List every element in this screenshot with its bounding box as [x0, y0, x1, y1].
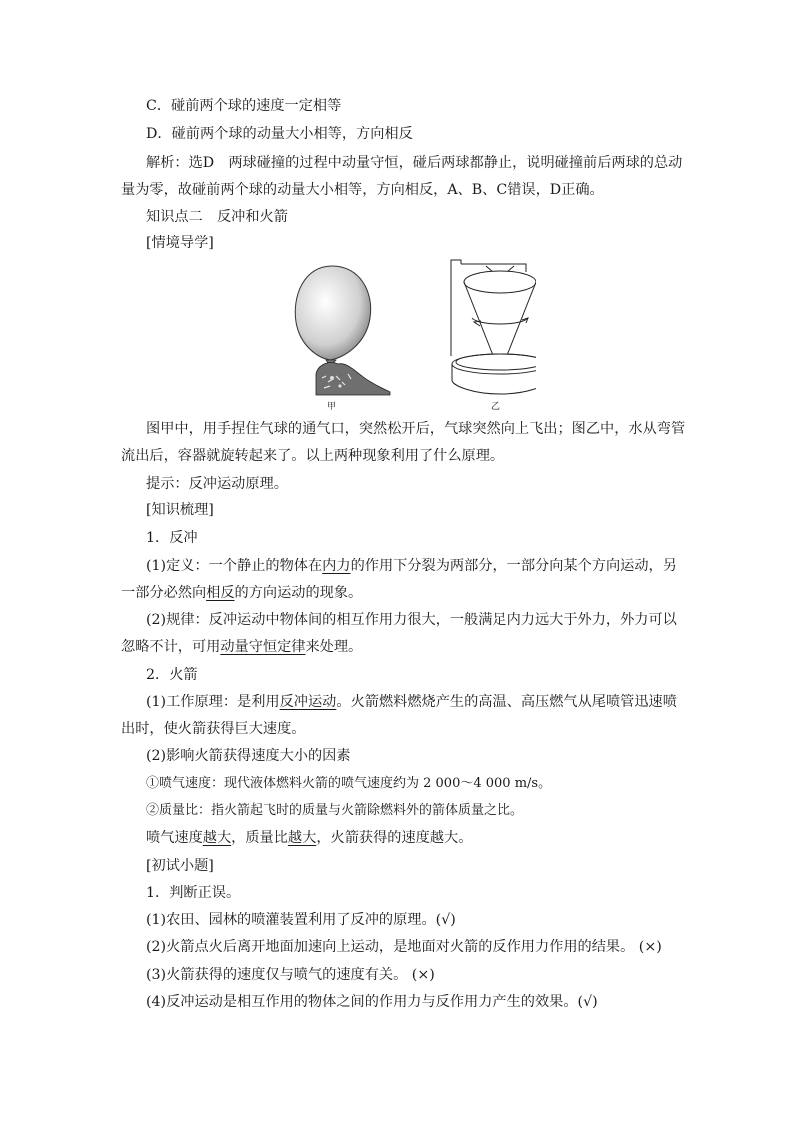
definition-line-2: 一部分必然向相反的方向运动的现象。 — [121, 585, 363, 601]
speed-line: ①喷气速度：现代液体燃料火箭的喷气速度约为 2 000～4 000 m/s。 — [146, 776, 552, 791]
figure-label-b: 乙 — [491, 402, 501, 412]
judge-item-2: (2)火箭点火后离开地面加速向上运动，是地面对火箭的反作用力作用的结果。 (×) — [146, 939, 662, 955]
underlined-term: 越大 — [202, 830, 232, 846]
scene-line-1: 图甲中，用手捏住气球的通气口，突然松开后，气球突然向上飞出；图乙中，水从弯管 — [146, 421, 686, 437]
judge-heading: 1．判断正误。 — [146, 885, 241, 901]
underlined-term: 动量守恒定律 — [220, 639, 306, 655]
working-line-2: 出时，使火箭获得巨大速度。 — [121, 721, 306, 737]
mass-ratio-line: ②质量比：指火箭起飞时的质量与火箭除燃料外的箭体质量之比。 — [146, 803, 524, 818]
working-line-1: (1)工作原理：是利用反冲运动。火箭燃料燃烧产生的高温、高压燃气从尾喷管迅速喷 — [146, 694, 677, 710]
figure-label-a: 甲 — [327, 402, 337, 412]
trial-heading: [初试小题] — [146, 858, 214, 874]
judge-item-4: (4)反冲运动是相互作用的物体之间的作用力与反作用力产生的效果。(√) — [146, 994, 598, 1010]
judge-item-3: (3)火箭获得的速度仅与喷气的速度有关。 (×) — [146, 967, 435, 983]
subheading-rocket: 2．火箭 — [146, 667, 198, 683]
section-heading: 知识点二 反冲和火箭 — [146, 209, 288, 225]
factor-heading: (2)影响火箭获得速度大小的因素 — [146, 748, 351, 764]
balloon-illustration — [295, 266, 390, 395]
figure-balloon-and-vessel — [286, 256, 536, 416]
figure-illustration — [286, 256, 536, 416]
underlined-term: 内力 — [322, 558, 351, 574]
rule-line-1: (2)规律：反冲运动中物体间的相互作用力很大，一般满足内力远大于外力，外力可以 — [146, 612, 677, 628]
rotating-vessel-illustration — [451, 260, 536, 394]
guide-heading: [情境导学] — [146, 235, 214, 251]
knowledge-heading: [知识梳理] — [146, 502, 214, 518]
analysis-line-1: 解析：选D 两球碰撞的过程中动量守恒，碰后两球都静止，说明碰撞前后两球的总动 — [146, 155, 683, 171]
judge-item-1: (1)农田、园林的喷灌装置利用了反冲的原理。(√) — [146, 912, 456, 928]
underlined-term: 越大 — [287, 830, 317, 846]
conclusion-line: 喷气速度越大，质量比越大，火箭获得的速度越大。 — [146, 830, 473, 846]
hint-line: 提示：反冲运动原理。 — [146, 476, 288, 492]
definition-line-1: (1)定义：一个静止的物体在内力的作用下分裂为两部分，一部分向某个方向运动，另 — [146, 558, 677, 574]
scene-line-2: 流出后，容器就旋转起来了。以上两种现象利用了什么原理。 — [121, 448, 505, 464]
subheading-recoil: 1．反冲 — [146, 530, 198, 546]
analysis-line-2: 量为零，故碰前两个球的动量大小相等，方向相反，A、B、C错误，D正确。 — [121, 182, 604, 198]
underlined-term: 相反 — [206, 585, 235, 601]
rule-line-2: 忽略不计，可用动量守恒定律来处理。 — [121, 639, 363, 655]
option-d: D．碰前两个球的动量大小相等，方向相反 — [146, 126, 413, 142]
option-c: C．碰前两个球的速度一定相等 — [146, 98, 342, 114]
underlined-term: 反冲运动 — [279, 694, 337, 710]
